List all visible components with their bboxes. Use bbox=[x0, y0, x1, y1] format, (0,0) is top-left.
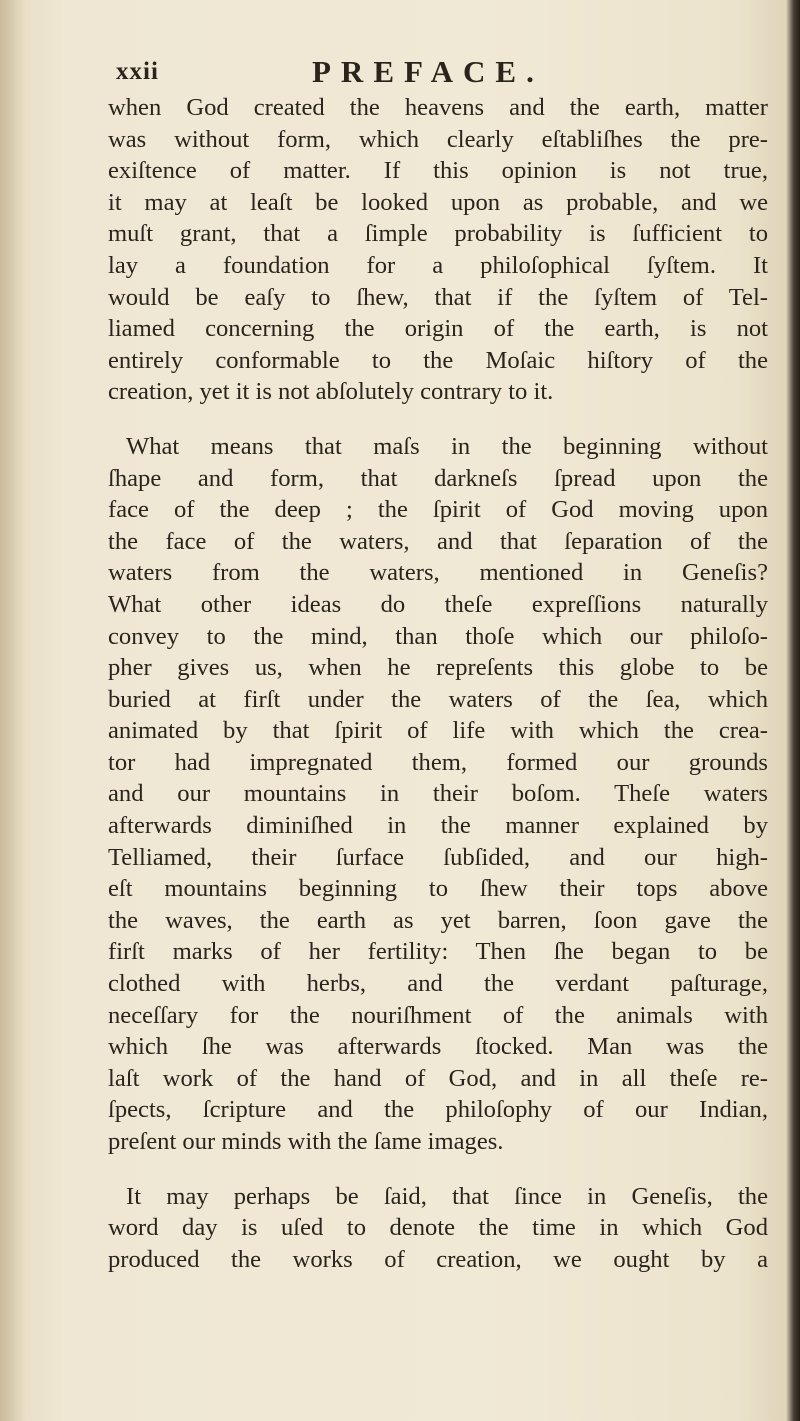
text-line: afterwards diminiſhed in the manner explained by bbox=[108, 812, 768, 840]
paragraph-3 bbox=[108, 1181, 768, 1276]
text-line: when God created the heavens and the earth, matter bbox=[108, 94, 768, 121]
text-line: What means that maſs in the beginning without bbox=[126, 432, 768, 460]
text-line: preſent our minds with the ſame images. bbox=[108, 1128, 504, 1155]
text-line: creation, yet it is not abſolutely contrary to it. bbox=[108, 378, 554, 406]
text-line: What other ideas do theſe expreſſions naturally bbox=[108, 590, 768, 618]
text-line: it may at leaſt be looked upon as probable, and we bbox=[108, 188, 768, 216]
text-line: Telliamed, their ſurface ſubſided, and our high- bbox=[108, 843, 768, 871]
text-line: clothed with herbs, and the verdant paſturage, bbox=[108, 970, 768, 998]
page-gutter-shadow bbox=[0, 0, 26, 1421]
text-line: tor had impregnated them, formed our grounds bbox=[108, 748, 768, 776]
text-line: lay a foundation for a philoſophical ſyſtem. It bbox=[108, 251, 768, 279]
paragraph-1 bbox=[108, 92, 768, 408]
text-line: exiſtence of matter. If this opinion is not true, bbox=[108, 157, 768, 185]
text-line: muſt grant, that a ſimple probability is ſufficient to bbox=[108, 220, 768, 248]
text-line: would be eaſy to ſhew, that if the ſyſtem of Tel- bbox=[108, 283, 768, 311]
text-line: word day is uſed to denote the time in which God bbox=[108, 1214, 768, 1242]
text-line: entirely conformable to the Moſaic hiſtory of the bbox=[108, 346, 768, 374]
text-line: neceſſary for the nouriſhment of the animals with bbox=[108, 1001, 768, 1029]
text-line: ſhape and form, that darkneſs ſpread upon the bbox=[108, 464, 768, 492]
text-line: ſpects, ſcripture and the philoſophy of our Indian, bbox=[108, 1096, 768, 1124]
paragraph-2 bbox=[108, 431, 768, 1158]
body-text bbox=[108, 92, 768, 1275]
text-line: produced the works of creation, we ought by a bbox=[108, 1245, 768, 1273]
text-line: pher gives us, when he repreſents this globe to be bbox=[108, 654, 768, 682]
text-line: eſt mountains beginning to ſhew their tops above bbox=[108, 875, 768, 903]
text-line: the waves, the earth as yet barren, ſoon gave the bbox=[108, 906, 768, 934]
text-line: convey to the mind, than thoſe which our philoſo- bbox=[108, 622, 768, 650]
text-line: which ſhe was afterwards ſtocked. Man was the bbox=[108, 1033, 768, 1061]
page-number: xxii bbox=[116, 58, 159, 85]
text-line: was without form, which clearly eſtabliſhes the pre- bbox=[108, 125, 768, 153]
text-line: It may perhaps be ſaid, that ſince in Geneſis, the bbox=[126, 1182, 768, 1210]
text-line: animated by that ſpirit of life with which the crea- bbox=[108, 717, 768, 745]
text-line: the face of the waters, and that ſeparation of the bbox=[108, 527, 768, 555]
running-head: PREFACE. bbox=[312, 54, 544, 89]
text-line: and our mountains in their boſom. Theſe waters bbox=[108, 780, 768, 808]
text-line: face of the deep ; the ſpirit of God moving upon bbox=[108, 496, 768, 524]
page-edge-shadow bbox=[786, 0, 800, 1421]
text-line: laſt work of the hand of God, and in all theſe re- bbox=[108, 1064, 768, 1092]
text-line: waters from the waters, mentioned in Geneſis? bbox=[108, 559, 768, 587]
page-header bbox=[116, 52, 756, 92]
text-line: firſt marks of her fertility: Then ſhe began to be bbox=[108, 938, 768, 966]
text-line: buried at firſt under the waters of the ſea, which bbox=[108, 685, 768, 713]
text-line: liamed concerning the origin of the earth, is not bbox=[108, 315, 768, 343]
